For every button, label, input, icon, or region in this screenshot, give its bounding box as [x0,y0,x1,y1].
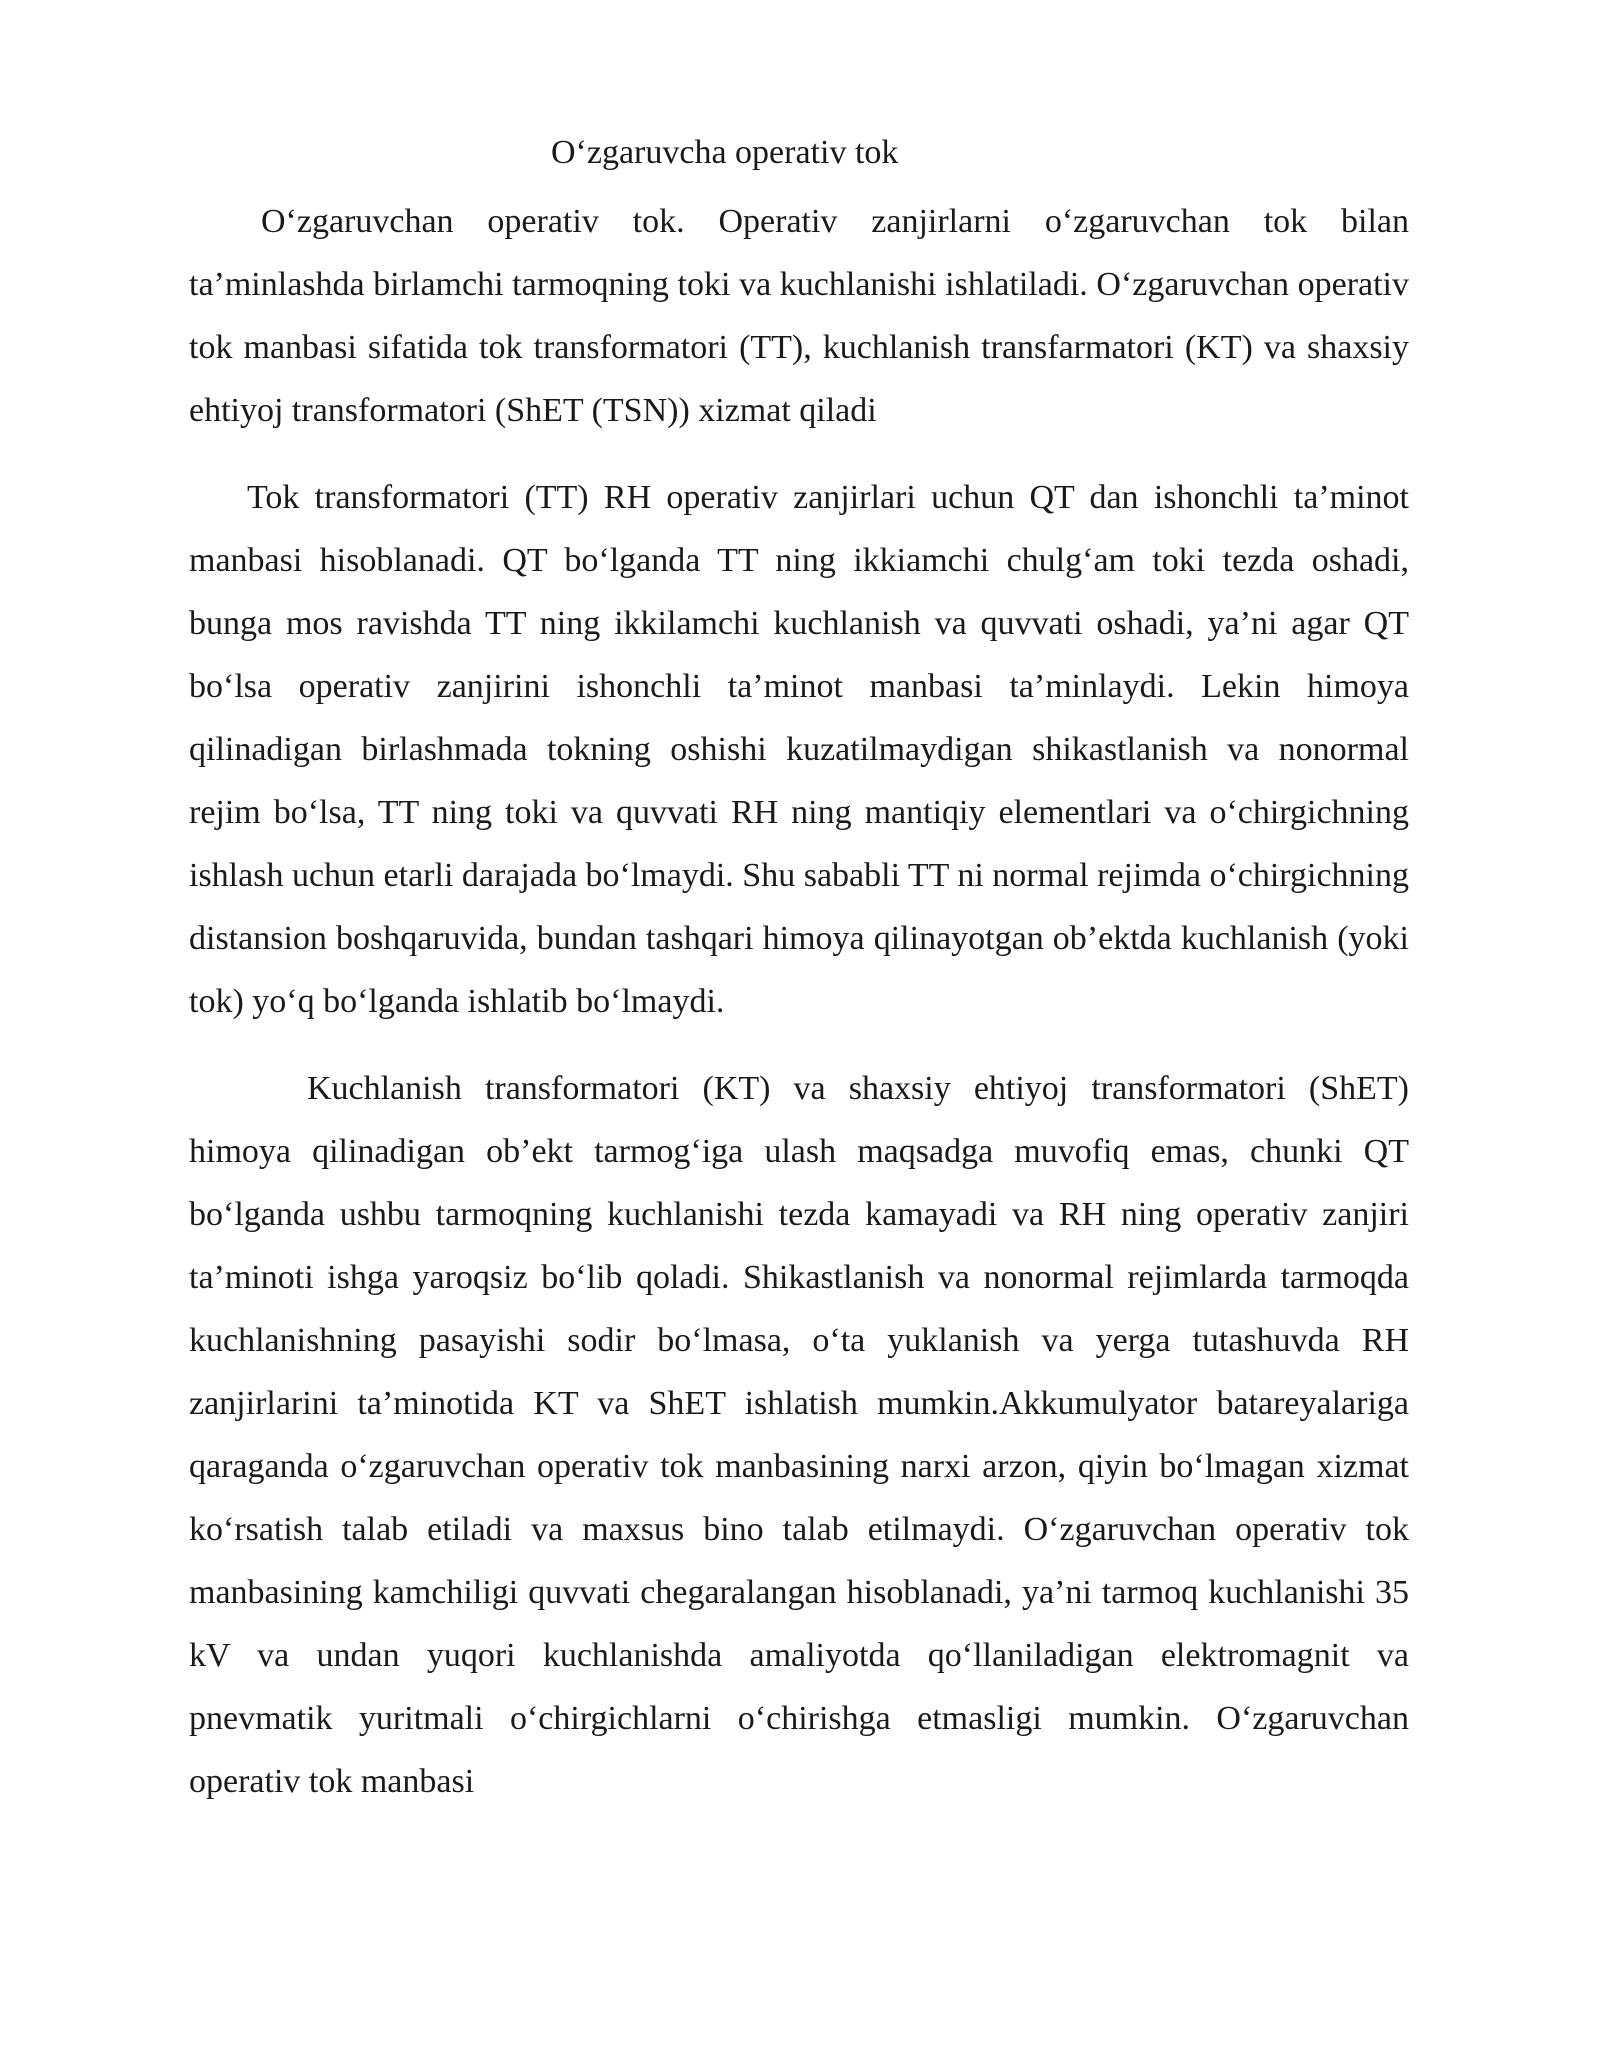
paragraph-1: O‘zgaruvchan operativ tok. Operativ zanjirlarni o‘zgaruvchan tok bilan ta’minlashda birlamchi tarmoqning toki va kuchlanishi ishlatiladi. O‘zgaruvchan operativ tok manbasi sifatida tok transformatori (TT), kuchlanish transfarmatori (KT) va shaxsiy ehtiyoj transformatori (ShET (TSN)) xizmat qiladi [189,203,1409,429]
document-title: O‘zgaruvcha operativ tok [551,134,899,171]
paragraph-2: Tok transformatori (TT) RH operativ zanjirlari uchun QT dan ishonchli ta’minot manbasi hisoblanadi. QT bo‘lganda TT ning ikkiamchi chulg‘am toki tezda oshadi, bunga mos ravishda TT ning ikkilamchi kuchlanish va quvvati oshadi, ya’ni agar QT bo‘lsa operativ zanjirini ishonchli ta’minot manbasi ta’minlaydi. Lekin himoya qilinadigan birlashmada tokning oshishi kuzatilmaydigan shikastlanish va nonormal rejim bo‘lsa, TT ning toki va quvvati RH ning mantiqiy elementlari va o‘chirgichning ishlash uchun etarli darajada bo‘lmaydi. Shu sababli TT ni normal rejimda o‘chirgichning distansion boshqaruvida, bundan tashqari himoya qilinayotgan ob’ektda kuchlanish (yoki tok) yo‘q bo‘lganda ishlatib bo‘lmaydi. [189,479,1409,1020]
paragraph-3: Kuchlanish transformatori (KT) va shaxsiy ehtiyoj transformatori (ShET) himoya qilinadigan ob’ekt tarmog‘iga ulash maqsadga muvofiq emas, chunki QT bo‘lganda ushbu tarmoqning kuchlanishi tezda kamayadi va RH ning operativ zanjiri ta’minoti ishga yaroqsiz bo‘lib qoladi. Shikastlanish va nonormal rejimlarda tarmoqda kuchlanishning pasayishi sodir bo‘lmasa, o‘ta yuklanish va yerga tutashuvda RH zanjirlarini ta’minotida KT va ShET ishlatish mumkin.Akkumulyator batareyalariga qaraganda o‘zgaruvchan operativ tok manbasining narxi arzon, qiyin bo‘lmagan xizmat ko‘rsatish talab etiladi va maxsus bino talab etilmaydi. O‘zgaruvchan operativ tok manbasining kamchiligi quvvati chegaralangan hisoblanadi, ya’ni tarmoq kuchlanishi 35 kV va undan yuqori kuchlanishda amaliyotda qo‘llaniladigan elektromagnit va pnevmatik yuritmali o‘chirgichlarni o‘chirishga etmasligi mumkin. O‘zgaruvchan operativ tok manbasi [189,1070,1409,1800]
document-body [189,128,1409,1837]
